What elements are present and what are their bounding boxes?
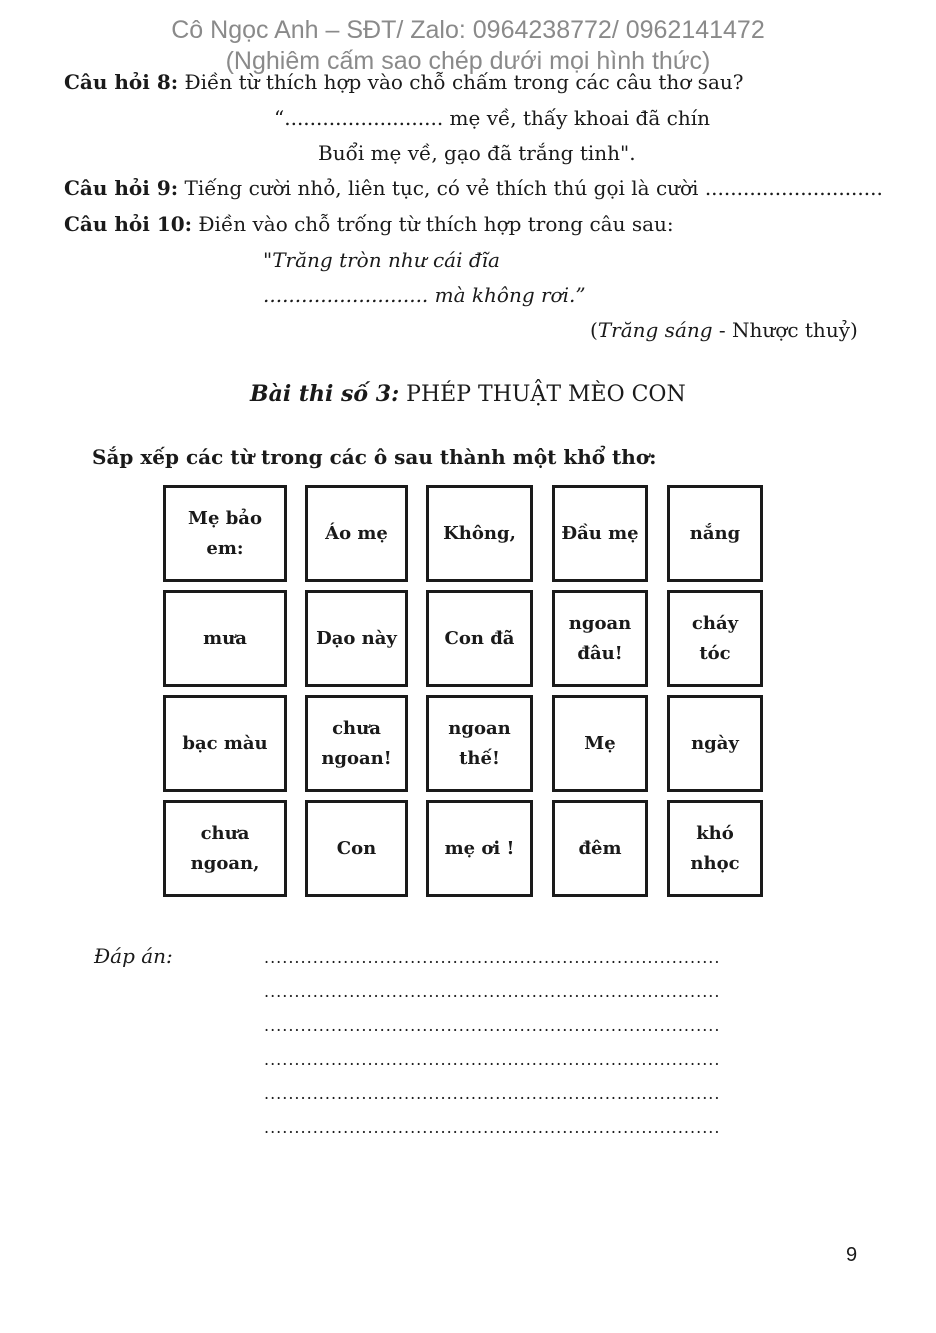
question-10-verse-1: "Trăng tròn như cái đĩa [263,248,500,272]
word-card[interactable]: ngày [667,695,763,792]
answer-label: Đáp án: [94,944,173,968]
source-open: ( [590,318,598,342]
word-card[interactable]: Không, [426,485,533,582]
word-card[interactable]: cháy tóc [667,590,763,687]
page-number: 9 [846,1244,858,1266]
section-title [250,381,686,408]
word-card[interactable]: nắng [667,485,763,582]
question-9-text: Tiếng cười nhỏ, liên tục, có vẻ thích thú gọi là cười [178,176,705,200]
section-title-text: PHÉP THUẬT MÈO CON [399,382,686,407]
word-card[interactable]: Đầu mẹ [552,485,648,582]
word-card[interactable]: Con đã [426,590,533,687]
word-card[interactable]: Mẹ [552,695,648,792]
word-card[interactable]: đêm [552,800,648,897]
question-8-verse-1 [274,105,710,131]
word-card[interactable]: chưa ngoan, [163,800,287,897]
source-title: Trăng sáng [597,318,713,342]
section-prefix: Bài thi số 3: [250,381,400,407]
answer-blank-line[interactable]: ........................................................................... [264,1050,721,1069]
source-author: - Nhược thuỷ) [712,318,858,342]
word-card[interactable]: Áo mẹ [305,485,408,582]
word-card[interactable]: Dạo này [305,590,408,687]
question-10-source [590,317,858,343]
question-9-blank: ............................ [704,176,883,200]
verse-text: mà không rơi.” [428,283,586,307]
question-9 [64,175,883,201]
word-card[interactable]: khó nhọc [667,800,763,897]
watermark-line-1: Cô Ngọc Anh – SĐT/ Zalo: 0964238772/ 0962141472 [171,16,765,44]
answer-blank-line[interactable]: ........................................................................... [264,948,721,967]
answer-blank-line[interactable]: ........................................................................... [264,1016,721,1035]
word-card[interactable]: ngoan đâu! [552,590,648,687]
answer-blank-line[interactable]: ........................................................................... [264,1118,721,1137]
question-10-verse-2 [263,282,586,308]
question-8 [64,69,743,95]
word-card[interactable]: mẹ ơi ! [426,800,533,897]
question-10-text: Điền vào chỗ trống từ thích hợp trong câu sau: [192,212,674,236]
question-9-label: Câu hỏi 9: [64,176,179,200]
word-card[interactable]: chưa ngoan! [305,695,408,792]
question-10 [64,211,674,237]
word-card[interactable]: Mẹ bảo em: [163,485,287,582]
word-card[interactable]: ngoan thế! [426,695,533,792]
verse-blank: .......................... [263,283,429,307]
answer-blank-line[interactable]: ........................................................................... [264,1084,721,1103]
question-10-label: Câu hỏi 10: [64,212,193,236]
question-8-verse-2: Buổi mẹ về, gạo đã trắng tinh". [318,141,636,165]
verse-blank: ......................... [284,106,444,130]
word-card[interactable]: bạc màu [163,695,287,792]
word-card[interactable]: mưa [163,590,287,687]
verse-open-quote: “ [274,106,285,130]
watermark-line-2: (Nghiêm cấm sao chép dưới mọi hình thức) [225,47,711,75]
verse-text: mẹ về, thấy khoai đã chín [443,106,710,130]
answer-blank-line[interactable]: ........................................................................... [264,982,721,1001]
word-card[interactable]: Con [305,800,408,897]
question-8-text: Điền từ thích hợp vào chỗ chấm trong các câu thơ sau? [178,70,744,94]
section-instruction: Sắp xếp các từ trong các ô sau thành một khổ thơ: [92,445,657,469]
question-8-label: Câu hỏi 8: [64,70,179,94]
